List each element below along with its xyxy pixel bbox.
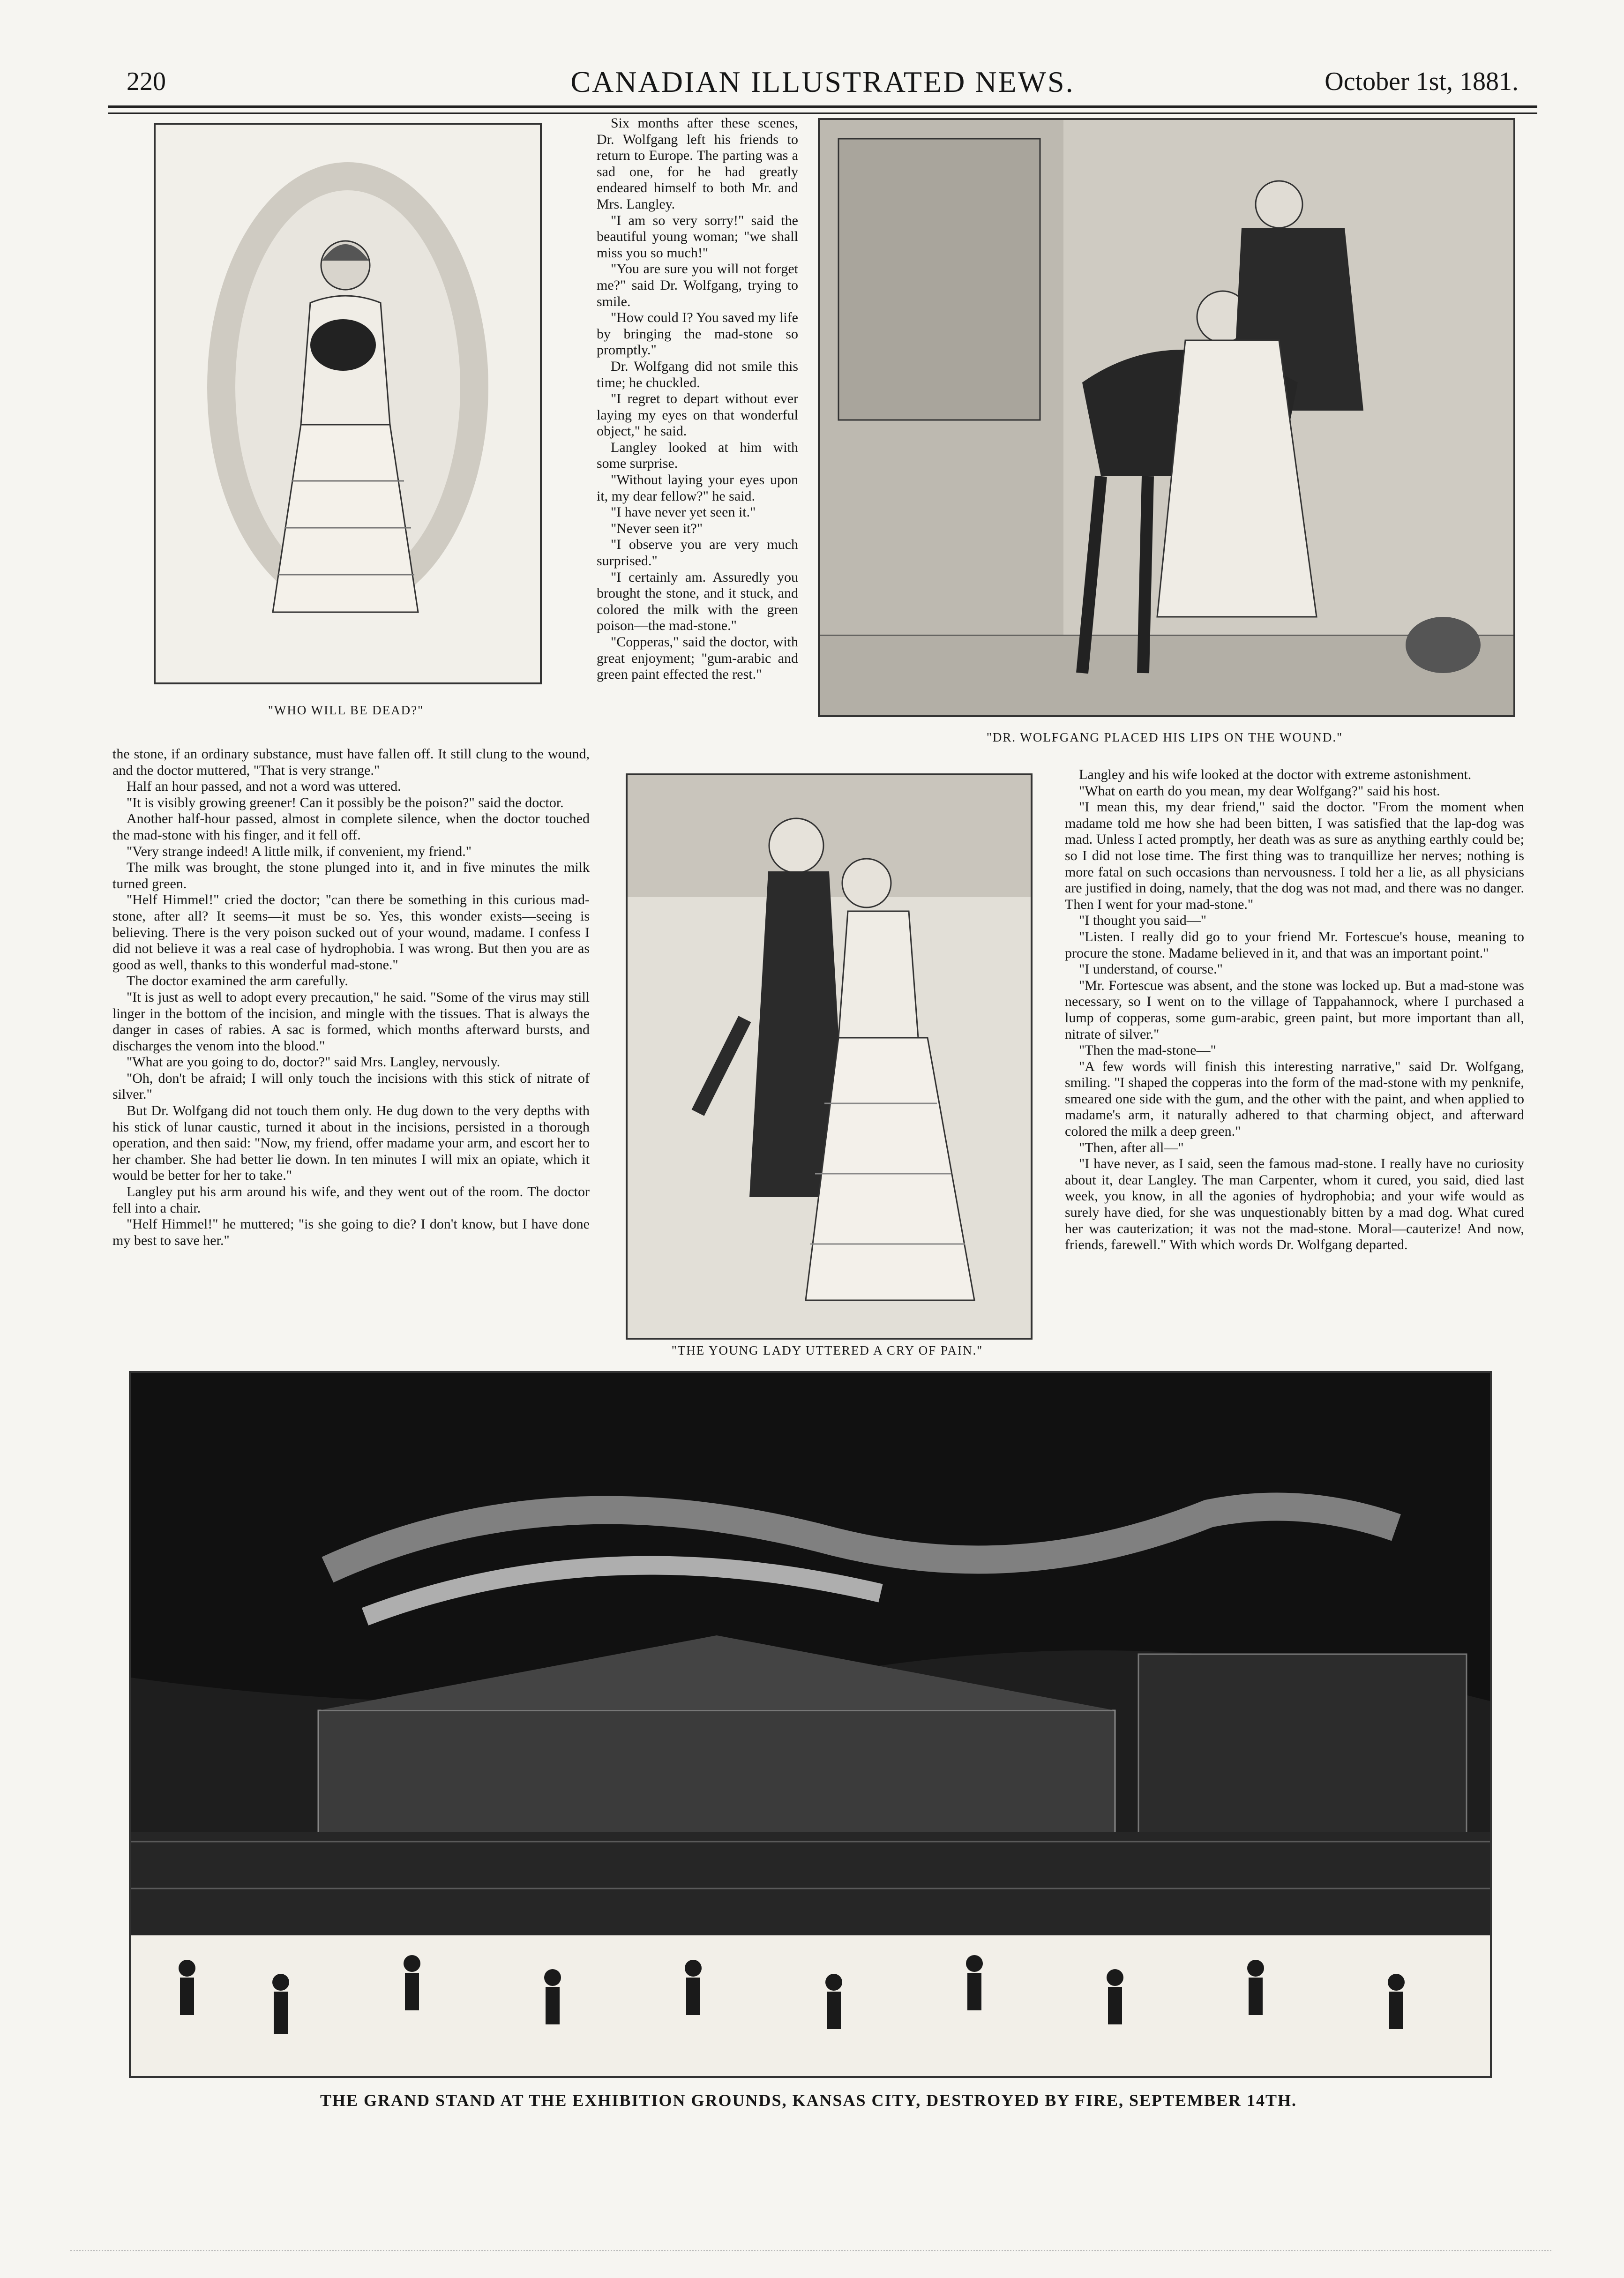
illustration-grand-stand-fire <box>129 1371 1492 2078</box>
paragraph: "You are sure you will not forget me?" said Dr. Wolfgang, trying to smile. <box>597 261 798 309</box>
caption-who-will-be-dead: "WHO WILL BE DEAD?" <box>268 703 424 717</box>
issue-date: October 1st, 1881. <box>1325 67 1519 96</box>
illustration-doctor-at-wound <box>818 118 1515 717</box>
paragraph: "It is visibly growing greener! Can it possibly be the poison?" said the doctor. <box>127 794 564 810</box>
paragraph: "What on earth do you mean, my dear Wolfgang?" said his host. <box>1079 783 1440 799</box>
caption-grand-stand-fire: THE GRAND STAND AT THE EXHIBITION GROUNDS, KANSAS CITY, DESTROYED BY FIRE, SEPTEMBER 14TH. <box>320 2091 1297 2110</box>
paragraph: "I have never, as I said, seen the famous mad-stone. I really have no curiosity about it, dear Langley. The man Carpenter, whom it cured, you said, died last week, you know, in all the agonies of hydrophobia; and your wife would as surely have died, for she was unquestionably bitten by a mad dog. What cured her was cauterization; it was not the mad-stone. Moral—cauterize! And now, friends, farewell." With which words Dr. Wolfgang departed. <box>1065 1156 1524 1253</box>
column-middle-text <box>597 115 798 683</box>
paragraph: "Oh, don't be afraid; I will only touch the incisions with this stick of nitrate of silver." <box>112 1070 590 1102</box>
caption-lips-on-wound: "DR. WOLFGANG PLACED HIS LIPS ON THE WOUND." <box>986 730 1343 744</box>
paragraph: "I observe you are very much surprised." <box>597 537 798 569</box>
paragraph: "It is just as well to adopt every precaution," he said. "Some of the virus may still linger in the bottom of the incision, and mingle with the tissues. That is always the danger in cases of rabies. A sac is formed, which months afterward bursts, and discharges the venom into the blood." <box>112 989 590 1054</box>
paragraph: The milk was brought, the stone plunged into it, and in five minutes the milk turned green. <box>112 860 590 892</box>
caption-cry-of-pain: "THE YOUNG LADY UTTERED A CRY OF PAIN." <box>671 1343 983 1357</box>
paragraph: "Helf Himmel!" he muttered; "is she going to die? I don't know, but I have done my best to save her." <box>112 1216 590 1248</box>
paragraph: "I understand, of course." <box>1079 961 1223 977</box>
paragraph: "Then, after all—" <box>1079 1139 1184 1155</box>
illustration-young-lady-cry <box>626 773 1033 1340</box>
page-header <box>127 61 1519 112</box>
newspaper-title: CANADIAN ILLUSTRATED NEWS. <box>570 65 1075 98</box>
paragraph: "What are you going to do, doctor?" said Mrs. Langley, nervously. <box>127 1054 501 1070</box>
header-rule <box>108 105 1537 108</box>
paragraph: "I thought you said—" <box>1079 913 1206 929</box>
paragraph: "Helf Himmel!" cried the doctor; "can there be something in this curious mad-stone, after all? It seems—it must be so. Yes, this wonder exists—seeing is believing. There is the very poison sucked out of your wound, madame. I confess I did not believe it was a real case of hydrophobia. I was wrong. But then you are as good as well, thanks to this wonderful mad-stone." <box>112 892 590 973</box>
paragraph: But Dr. Wolfgang did not touch them only. He dug down to the very depths with his stick of lunar caustic, turned it about in the incisions, persisted in a thorough operation, and then said: "Now, my friend, offer madame your arm, and escort her to her chamber. She had better lie down. In ten minutes I will mix an opiate, which it would be better for her to take." <box>112 1103 590 1184</box>
paragraph: Langley put his arm around his wife, and they went out of the room. The doctor fell into a chair. <box>112 1184 590 1216</box>
illustration-lady-with-dog <box>154 123 542 684</box>
paragraph: "Copperas," said the doctor, with great enjoyment; "gum-arabic and green paint effected the rest." <box>597 634 798 682</box>
column-left-text <box>112 746 590 1249</box>
page-bottom-rule <box>70 2250 1551 2251</box>
paragraph: Langley looked at him with some surprise. <box>597 439 798 472</box>
column-right-text <box>1065 767 1524 1253</box>
paragraph: "I certainly am. Assuredly you brought the stone, and it stuck, and colored the milk with the green poison—the mad-stone." <box>597 569 798 634</box>
paragraph: "Very strange indeed! A little milk, if convenient, my friend." <box>127 843 471 859</box>
paragraph: the stone, if an ordinary substance, must have fallen off. It still clung to the wound, and the doctor muttered, "That is very strange." <box>112 746 590 778</box>
paragraph: Another half-hour passed, almost in complete silence, when the doctor touched the mad-stone with his finger, and it fell off. <box>112 811 590 843</box>
paragraph: The doctor examined the arm carefully. <box>127 973 348 989</box>
paragraph: Dr. Wolfgang did not smile this time; he chuckled. <box>597 358 798 390</box>
paragraph: "I am so very sorry!" said the beautiful young woman; "we shall miss you so much!" <box>597 212 798 261</box>
paragraph: "I have never yet seen it." <box>611 504 756 520</box>
paragraph: Half an hour passed, and not a word was uttered. <box>127 779 401 794</box>
paragraph: "How could I? You saved my life by bringing the mad-stone so promptly." <box>597 310 798 358</box>
page-number: 220 <box>127 67 166 96</box>
paragraph: Langley and his wife looked at the doctor with extreme astonishment. <box>1079 767 1472 782</box>
paragraph: "I regret to depart without ever laying my eyes on that wonderful object," he said. <box>597 391 798 439</box>
paragraph: "Never seen it?" <box>611 520 703 536</box>
paragraph: "I mean this, my dear friend," said the doctor. "From the moment when madame told me how she had been bitten, I was satisfied that the lap-dog was mad. Unless I acted promptly, her death was as sure as anything earthly could be; so I did not lose time. The first thing was to tranquillize her nerves; nothing is more fatal on such occasions than nervousness. I told her a lie, as all physicians are justified in doing, namely, that the dog was not mad, and there was no danger. Then I went for your mad-stone." <box>1065 799 1524 912</box>
paragraph: "Then the mad-stone—" <box>1079 1042 1216 1058</box>
paragraph: "A few words will finish this interesting narrative," said Dr. Wolfgang, smiling. "I shaped the copperas into the form of the mad-stone with my penknife, smeared one side with the gum, and the other with the paint, and when applied to madame's arm, it naturally adhered to that charming object, and afterward colored the milk a deep green." <box>1065 1058 1524 1139</box>
paragraph: "Mr. Fortescue was absent, and the stone was locked up. But a mad-stone was necessary, so I went on to the village of Tappahannock, where I purchased a lump of copperas, some gum-arabic, green paint, but more important than all, nitrate of silver." <box>1065 977 1524 1042</box>
paragraph: Six months after these scenes, Dr. Wolfgang left his friends to return to Europe. The parting was a sad one, for he had greatly endeared himself to both Mr. and Mrs. Langley. <box>597 115 798 212</box>
header-rule-thin <box>108 112 1537 114</box>
paragraph: "Without laying your eyes upon it, my dear fellow?" he said. <box>597 472 798 504</box>
paragraph: "Listen. I really did go to your friend Mr. Fortescue's house, meaning to procure the stone. Madame believed in it, and that was an important point." <box>1065 929 1524 961</box>
